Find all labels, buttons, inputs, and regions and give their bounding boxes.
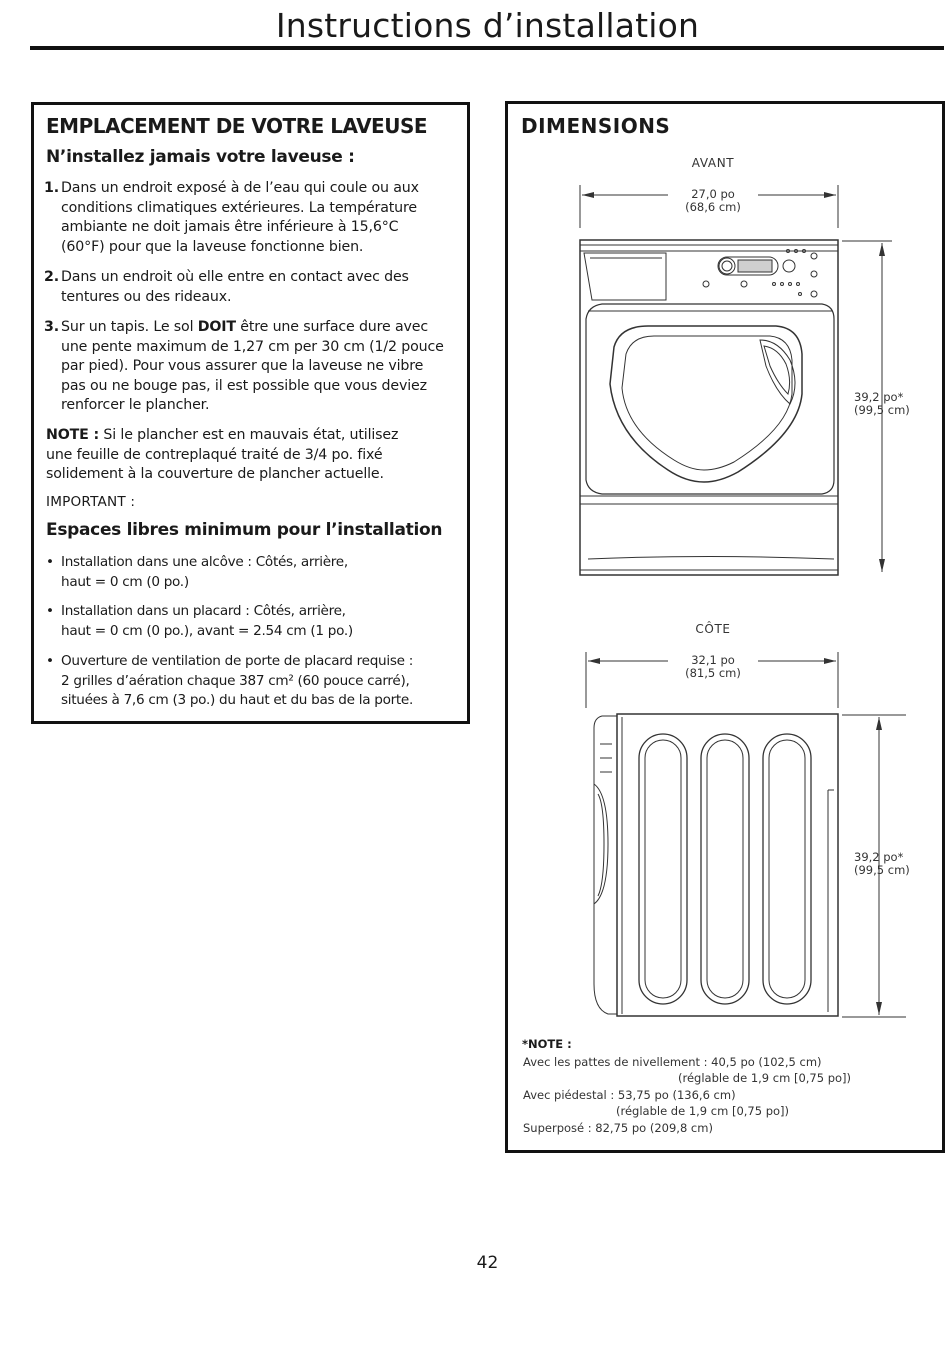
bullet-text: Ouverture de ventilation de porte de placard requise : 2 grilles d’aération chaque 387 cm² (60 pouce carré), situées à 7,6 cm (3 po.) du haut et du bas de la porte. — [61, 653, 413, 709]
bullet-dot: • — [46, 554, 54, 570]
bullet-text: Installation dans un placard : Côtés, arrière, haut = 0 cm (0 po.), avant = 2.54 cm (1 po.) — [61, 603, 353, 639]
list-item-text: Dans un endroit exposé à de l’eau qui coule ou aux conditions climatiques extérieures. La température ambiante ne doit jamais être inférieure à 15,6°C (60°F) pour que la laveuse fonctionne bien. — [61, 180, 419, 255]
bullet-dot: • — [46, 653, 54, 669]
dimensions-heading: DIMENSIONS — [521, 114, 671, 138]
note-line: (réglable de 1,9 cm [0,75 po]) — [678, 1071, 852, 1085]
dimensions-section — [505, 101, 945, 1153]
note-line: (réglable de 1,9 cm [0,75 po]) — [616, 1104, 790, 1118]
list-item-text-emphasis: DOIT — [197, 319, 236, 335]
dimensions-note-label: *NOTE : — [522, 1037, 572, 1051]
never-install-subheading: N’installez jamais votre laveuse : — [46, 147, 355, 167]
list-item-text-start: Sur un tapis. Le sol — [61, 319, 198, 335]
note-text: Si le plancher est en mauvais état, utilisez une feuille de contreplaqué traité de 3/4 po. fixé solidement à la couverture de plancher actuelle. — [46, 427, 399, 483]
clearance-heading: Espaces libres minimum pour l’installation — [46, 520, 443, 540]
front-width-dimension: 27,0 po (68,6 cm) — [668, 188, 758, 214]
note-line: Avec piédestal : 53,75 po (136,6 cm) — [523, 1088, 736, 1102]
side-depth-dimension: 32,1 po (81,5 cm) — [668, 654, 758, 680]
side-height-dimension: 39,2 po* (99,5 cm) — [854, 850, 910, 877]
bullet-dot: • — [46, 603, 54, 619]
side-view-label: CÔTE — [695, 622, 731, 636]
list-item-number: 1. — [44, 180, 59, 196]
bullet-text: Installation dans une alcôve : Côtés, arrière, haut = 0 cm (0 po.) — [61, 554, 348, 590]
list-item-text-end: être une surface dure avec une pente maximum de 1,27 cm per 30 cm (1/2 pouce par pied). Pour vous assurer que la laveuse ne vibre pas ou ne bouge pas, il est possible que vous deviez renforcer le plancher. — [61, 319, 444, 414]
list-item-text — [61, 318, 471, 416]
note-paragraph — [46, 426, 456, 485]
list-item-text: Dans un endroit où elle entre en contact avec des tentures ou des rideaux. — [61, 269, 409, 305]
washer-side-drawing — [508, 104, 942, 1024]
note-line: Avec les pattes de nivellement : 40,5 po (102,5 cm) — [523, 1055, 822, 1069]
title-divider — [30, 46, 944, 50]
important-label: IMPORTANT : — [46, 494, 136, 510]
placement-heading: EMPLACEMENT DE VOTRE LAVEUSE — [46, 114, 428, 138]
front-view-label: AVANT — [691, 156, 735, 170]
front-height-dimension: 39,2 po* (99,5 cm) — [854, 390, 910, 417]
note-label: NOTE : — [46, 427, 100, 443]
list-item-number: 3. — [44, 319, 59, 335]
list-item-number: 2. — [44, 269, 59, 285]
page-title: Instructions d’installation — [275, 6, 700, 45]
note-line: Superposé : 82,75 po (209,8 cm) — [523, 1121, 713, 1135]
page-number: 42 — [476, 1253, 499, 1273]
placement-section — [31, 102, 470, 724]
